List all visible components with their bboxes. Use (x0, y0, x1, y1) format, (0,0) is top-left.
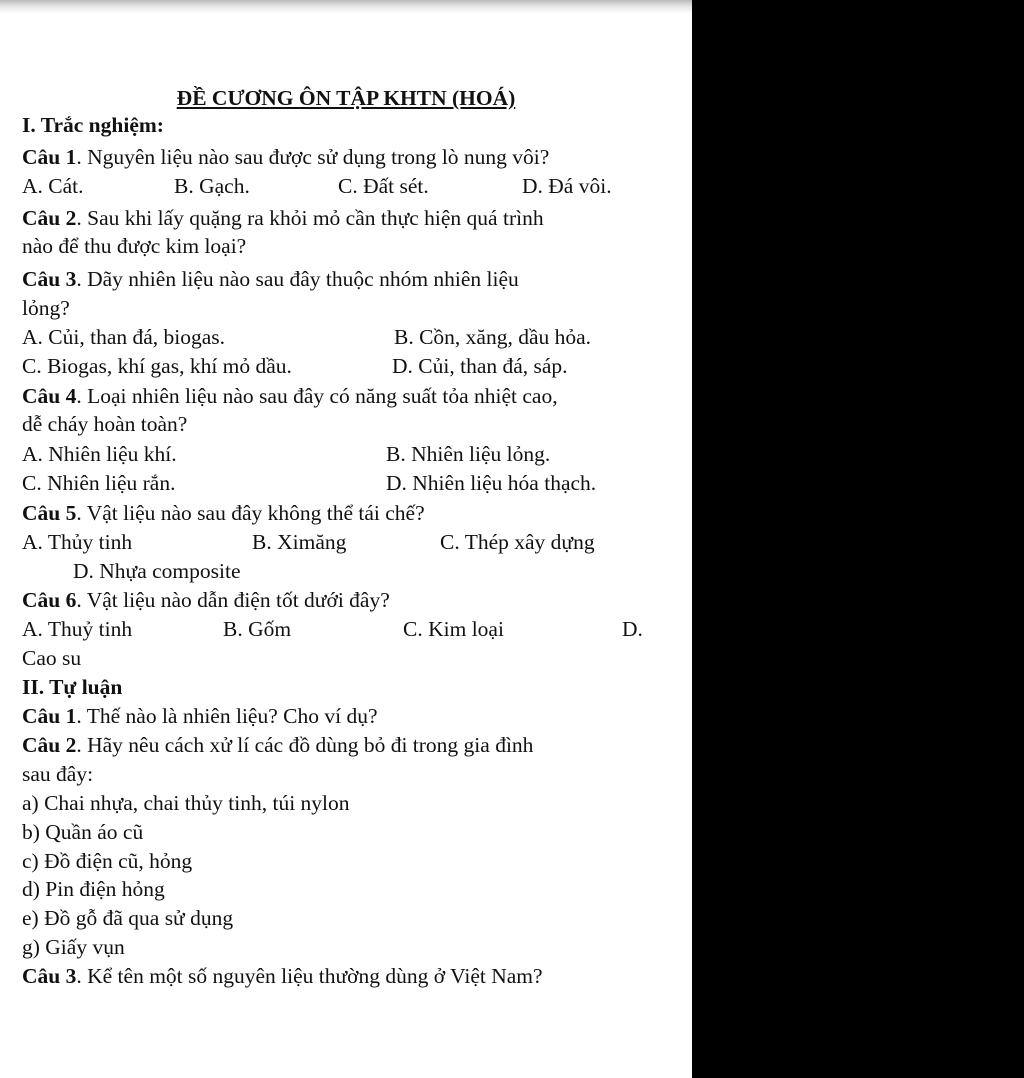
option-b: B. Gạch. (174, 174, 250, 198)
option-c: C. Biogas, khí gas, khí mỏ dầu. (22, 354, 292, 378)
question-3-continued: lỏng? (22, 296, 70, 320)
question-text: . Dãy nhiên liệu nào sau đây thuộc nhóm nhiên liệu (76, 267, 519, 291)
essay-question-3 (22, 966, 543, 988)
essay-item: e) Đồ gỗ đã qua sử dụng (22, 906, 234, 930)
question-label: Câu 1 (22, 704, 77, 728)
section-heading-essay: II. Tự luận (22, 675, 123, 699)
question-label: Câu 1 (22, 145, 77, 169)
essay-item: c) Đồ điện cũ, hỏng (22, 849, 193, 873)
option-a: A. Cát. (22, 174, 84, 198)
option-c: C. Đất sét. (338, 174, 429, 198)
question-text: . Thế nào là nhiên liệu? Cho ví dụ? (76, 704, 378, 728)
question-5-option-d: D. Nhựa composite (73, 559, 241, 583)
question-4-continued: dễ cháy hoàn toàn? (22, 412, 188, 436)
question-1 (22, 147, 549, 169)
page-top-shadow (0, 0, 692, 14)
option-c: C. Nhiên liệu rắn. (22, 471, 176, 495)
essay-question-1 (22, 706, 378, 728)
option-b: B. Nhiên liệu lỏng. (386, 442, 551, 466)
option-c: C. Thép xây dựng (440, 530, 595, 554)
question-text: . Hãy nêu cách xử lí các đồ dùng bỏ đi trong gia đình (76, 733, 534, 757)
question-label: Câu 5 (22, 501, 77, 525)
option-b: B. Gốm (223, 617, 292, 641)
option-c: C. Kim loại (403, 617, 504, 641)
document-title: ĐỀ CƯƠNG ÔN TẬP KHTN (HOÁ) (176, 86, 516, 110)
question-label: Câu 3 (22, 267, 77, 291)
option-d: D. (622, 617, 643, 641)
question-text: . Nguyên liệu nào sau được sử dụng trong lò nung vôi? (76, 145, 550, 169)
question-label: Câu 6 (22, 588, 77, 612)
question-text: . Sau khi lấy quặng ra khỏi mỏ cần thực hiện quá trình (76, 206, 544, 230)
question-2 (22, 208, 544, 230)
section-heading-multiple-choice: I. Trắc nghiệm: (22, 113, 164, 137)
question-5 (22, 503, 425, 525)
question-text: . Vật liệu nào dẫn điện tốt dưới đây? (76, 588, 390, 612)
essay-item: a) Chai nhựa, chai thủy tinh, túi nylon (22, 791, 350, 815)
question-label: Câu 4 (22, 384, 77, 408)
question-4 (22, 386, 558, 408)
option-a: A. Củi, than đá, biogas. (22, 325, 226, 349)
question-label: Câu 2 (22, 733, 77, 757)
question-text: . Kể tên một số nguyên liệu thường dùng ở Việt Nam? (76, 964, 543, 988)
essay-item: g) Giấy vụn (22, 935, 125, 959)
question-3 (22, 269, 519, 291)
question-2-continued: nào để thu được kim loại? (22, 234, 247, 258)
essay-question-2 (22, 735, 533, 757)
essay-question-2-continued: sau đây: (22, 762, 94, 786)
option-d: D. Củi, than đá, sáp. (392, 354, 568, 378)
option-d: D. Đá vôi. (522, 174, 612, 198)
question-6 (22, 590, 390, 612)
question-text: . Vật liệu nào sau đây không thể tái chế? (76, 501, 425, 525)
option-a: A. Nhiên liệu khí. (22, 442, 177, 466)
option-b: B. Ximăng (252, 530, 347, 554)
question-text: . Loại nhiên liệu nào sau đây có năng suất tỏa nhiệt cao, (76, 384, 558, 408)
question-label: Câu 2 (22, 206, 77, 230)
option-a: A. Thuỷ tinh (22, 617, 133, 641)
essay-item: d) Pin điện hỏng (22, 877, 165, 901)
question-label: Câu 3 (22, 964, 77, 988)
option-d: D. Nhiên liệu hóa thạch. (386, 471, 597, 495)
question-6-option-d-wrap: Cao su (22, 646, 82, 670)
option-b: B. Cồn, xăng, dầu hỏa. (394, 325, 592, 349)
option-a: A. Thủy tinh (22, 530, 133, 554)
essay-item: b) Quần áo cũ (22, 820, 144, 844)
